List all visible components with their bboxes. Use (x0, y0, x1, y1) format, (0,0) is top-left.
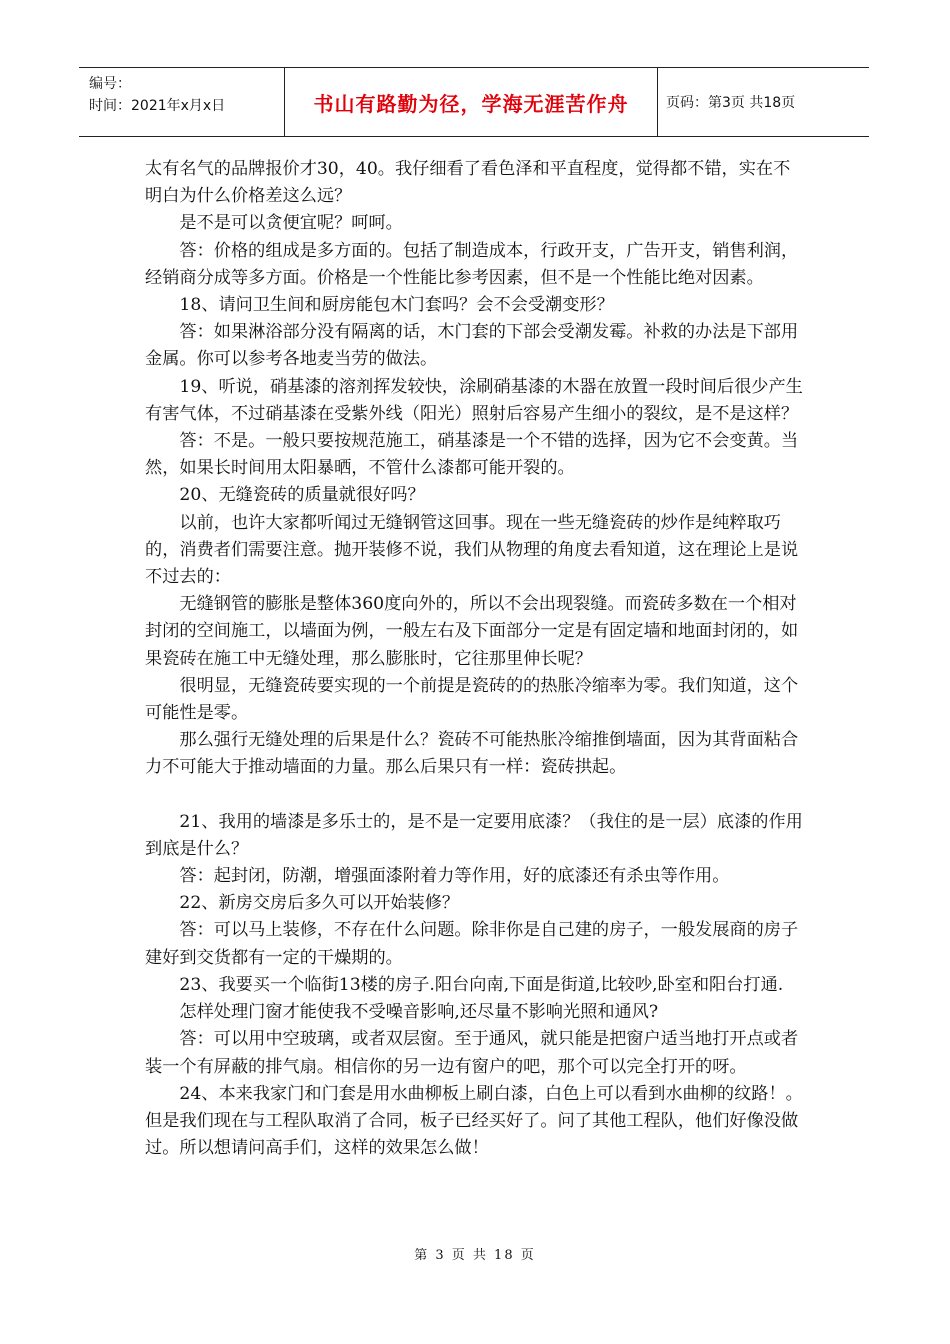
paragraph: 那么强行无缝处理的后果是什么？瓷砖不可能热胀冷缩推倒墙面，因为其背面粘合力不可能大于推动墙面的力量。那么后果只有一样：瓷砖拱起。 (145, 730, 799, 778)
paragraph: 答：起封闭，防潮，增强面漆附着力等作用，好的底漆还有杀虫等作用。 (179, 866, 730, 887)
paragraph: 答：不是。一般只要按规范施工，硝基漆是一个不错的选择，因为它不会变黄。当然，如果长时间用太阳暴晒，不管什么漆都可能开裂的。 (145, 431, 799, 479)
header-page-info: 页码：第3页 共18页 (666, 95, 796, 111)
paragraph: 答：如果淋浴部分没有隔离的话，木门套的下部会受潮发霉。补救的办法是下部用金属。你可以参考各地麦当劳的做法。 (145, 322, 799, 370)
page-footer: 第 3 页 共 18 页 (414, 1248, 536, 1263)
question-heading: 24、本来我家门和门套是用水曲柳板上刷白漆，白色上可以看到水曲柳的纹路！。但是我们现在与工程队取消了合同，板子已经买好了。问了其他工程队，他们好像没做过。所以想请问高手们，这样的效果怎么做！ (145, 1083, 803, 1159)
paragraph: 太有名气的品牌报价才30，40。我仔细看了看色泽和平直程度，觉得都不错，实在不明白为什么价格差这么远？ (145, 159, 791, 207)
header-meta (79, 68, 284, 136)
paragraph: 怎样处理门窗才能使我不受噪音影响,还尽量不影响光照和通风? (179, 1002, 659, 1023)
question-heading: 22、新房交房后多久可以开始装修？ (179, 893, 460, 914)
document-number-label: 编号： (89, 76, 131, 92)
header-motto: 书山有路勤为径，学海无涯苦作舟 (284, 68, 658, 136)
paragraph: 以前，也许大家都听闻过无缝钢管这回事。现在一些无缝瓷砖的炒作是纯粹取巧的，消费者们需要注意。抛开装修不说，我们从物理的角度去看知道，这在理论上是说不过去的： (145, 512, 799, 588)
paragraph: 答：可以马上装修，不存在什么问题。除非你是自己建的房子，一般发展商的房子建好到交货都有一定的干燥期的。 (145, 920, 799, 968)
paragraph: 答：可以用中空玻璃，或者双层窗。至于通风，就只能是把窗户适当地打开点或者装一个有屏蔽的排气扇。相信你的另一边有窗户的吧，那个可以完全打开的呀。 (145, 1029, 799, 1077)
question-heading: 21、我用的墙漆是多乐士的，是不是一定要用底漆？（我住的是一层）底漆的作用到底是什么？ (145, 811, 803, 859)
paragraph: 无缝钢管的膨胀是整体360度向外的，所以不会出现裂缝。而瓷砖多数在一个相对封闭的空间施工，以墙面为例，一般左右及下面部分一定是有固定墙和地面封闭的，如果瓷砖在施工中无缝处理，那么膨胀时，它往那里伸长呢？ (145, 594, 799, 669)
paragraph: 答：价格的组成是多方面的。包括了制造成本，行政开支，广告开支，销售利润，经销商分成等多方面。价格是一个性能比参考因素，但不是一个性能比绝对因素。 (145, 240, 799, 288)
question-heading: 19、听说，硝基漆的溶剂挥发较快，涂刷硝基漆的木器在放置一段时间后很少产生有害气体，不过硝基漆在受紫外线（阳光）照射后容易产生细小的裂纹，是不是这样？ (145, 376, 803, 424)
document-date-label: 时间：2021年x月x日 (89, 98, 226, 114)
paragraph: 很明显，无缝瓷砖要实现的一个前提是瓷砖的的热胀冷缩率为零。我们知道，这个可能性是零。 (145, 675, 799, 724)
document-body (145, 156, 807, 1162)
page-header (79, 67, 869, 137)
question-heading: 23、我要买一个临街13楼的房子.阳台向南,下面是街道,比较吵,卧室和阳台打通. (179, 974, 784, 995)
question-heading: 18、请问卫生间和厨房能包木门套吗？会不会受潮变形？ (179, 295, 614, 316)
question-heading: 20、无缝瓷砖的质量就很好吗？ (179, 485, 425, 506)
paragraph: 是不是可以贪便宜呢？呵呵。 (179, 213, 403, 234)
